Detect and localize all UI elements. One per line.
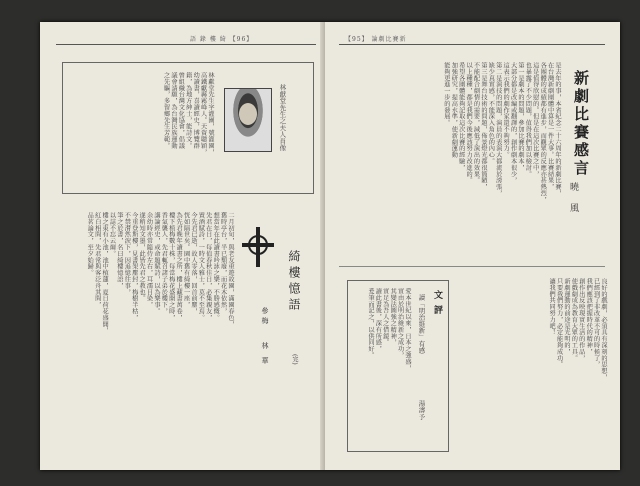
text-column: 只要我們努力，必定能夠成功。 xyxy=(555,278,563,368)
text-column: 香氣襲人，先君輒召諸子弟於樓下， xyxy=(160,212,168,315)
text-column: 為先君晚年讀書之所，樓上藏書萬卷， xyxy=(175,212,183,321)
text-column: 讀此書後，深有所感， xyxy=(374,288,382,352)
text-column: 以上種種，都是我們今後應該努力改進的。 xyxy=(465,62,473,184)
text-column: 良好的戲劇，必須具有深刻的思想， xyxy=(600,278,607,381)
text-column: 創作出反映現實生活的作品， xyxy=(577,278,585,362)
author-name: 曉風 xyxy=(568,182,578,224)
text-column: 高鐵獻縣霧峰人。天資聰穎， xyxy=(199,72,207,156)
article-title: 綺樓憶語 xyxy=(287,250,301,314)
text-column: 想當年在此讀書吟詠之樂，不勝感慨。 xyxy=(212,212,220,321)
header-rule xyxy=(56,44,316,45)
article-title-suffix: (完) xyxy=(291,354,298,365)
text-column: 能夠更進一步的發展。 xyxy=(442,62,450,126)
review-title: 文評 xyxy=(432,290,442,320)
text-column: 這是值得欣慰的。但是在這次比賽之中， xyxy=(531,62,539,178)
portrait-photo xyxy=(224,88,272,152)
text-column: 樓下植梅數十株，每當梅花盛開之時， xyxy=(167,212,175,321)
text-column: 大部分都是改編或翻譯的，創作劇本很少， xyxy=(509,62,517,184)
review-author: 湯濤予 xyxy=(417,400,426,420)
text-column: 籍，為地方紳士，能詩文。 xyxy=(184,72,192,149)
text-column: 使戲劇成為教育大眾的工具。 xyxy=(570,278,578,362)
review-subtitle: 讀「明治維新」有感 xyxy=(417,294,426,354)
article-body-right xyxy=(343,62,561,257)
right-page xyxy=(325,22,620,470)
decorative-emblem-icon xyxy=(238,227,278,267)
book-spread xyxy=(40,22,620,470)
text-column: 其變法圖強之精神， xyxy=(389,288,397,346)
text-column: 在台灣新劇團體中算是一件大事。比賽結果， xyxy=(546,62,554,190)
text-column: 新劇運動的前途是光明的， xyxy=(562,278,570,355)
text-column: 今重登斯樓，見書架塵封，梅樹半枯， xyxy=(130,212,138,321)
text-column: 不能配合劇情的需要，減低了演出的效果。 xyxy=(472,62,480,184)
text-column: 第三是舞台技術的問題，佈景燈光都很簡陋， xyxy=(479,62,487,190)
text-column: 各團體的成績都有進步，而觀眾的反應亦甚熱烈， xyxy=(539,62,547,203)
author-prefix: 參梅 xyxy=(261,307,269,327)
text-column: 講論經史，或命題賦詩，以為樂事。 xyxy=(152,212,160,315)
text-column: 我們應該把握時代的精神， xyxy=(585,278,593,355)
portrait-caption: 林獻堂先生之夫人肖像 xyxy=(278,84,287,151)
text-column: 遂稍知文墨，此皆先君之教也。 xyxy=(138,212,146,302)
text-column: 樓之東有小池，池中植蓮，夏日荷花盛開， xyxy=(101,212,109,334)
article-body-left xyxy=(56,212,234,462)
text-column: 余幼時亦常隨侍左右，耳濡目染， xyxy=(145,212,153,308)
text-column: 第一是劇本的問題，參加比賽的劇本， xyxy=(516,62,524,171)
text-column: 林獻堂先生字灌園，號灌園， xyxy=(207,72,214,156)
page-header-left: 語 錄 樓 綺 【96】 xyxy=(190,36,254,43)
left-page xyxy=(40,22,325,470)
author-name: 林華 xyxy=(261,342,269,372)
review-body xyxy=(353,288,411,444)
text-column: 恍如隔世矣。園中舊有綺樓一座， xyxy=(182,212,190,308)
text-column: 是去年的事，本省紀念二十六周年的新劇比賽， xyxy=(554,62,561,197)
text-column: 筆之於書，名曰綺樓憶語， xyxy=(115,212,123,289)
text-column: 爰筆而記之，以供同好。 xyxy=(366,288,374,359)
text-column: 議會請願，為台灣民族運動 xyxy=(169,72,177,149)
text-column: 第二是演技的問題，演員的表演大都流於誇張， xyxy=(494,62,502,197)
text-column: 愛本世紀以來，日本之強盛， xyxy=(404,288,411,372)
text-column: 之先驅，多留鄉先生芳範。 xyxy=(162,72,170,149)
text-column: 品茗論文，至夕始歸。 xyxy=(86,212,94,276)
text-column: 加強研究，提高水準，使新劇運動 xyxy=(450,62,458,158)
text-column: 實足為吾人之借鏡。 xyxy=(381,288,389,346)
text-column: 曾組織台灣文化協會，倡議 xyxy=(177,72,185,149)
text-column: 先君在日，每值春秋佳日，必集親友， xyxy=(204,212,212,321)
text-column: 希望各團體能夠記取這次比賽的經驗， xyxy=(457,62,465,171)
header-rule xyxy=(339,44,605,45)
text-column: 舊時亭台，半已頹廢，而花木依然， xyxy=(219,212,227,315)
section-divider xyxy=(339,266,605,267)
text-column: 以誌不忘云爾。 xyxy=(108,212,116,257)
portrait-description xyxy=(74,72,214,184)
text-column: 今先君已逝，故人零落，回首前塵， xyxy=(189,212,197,315)
article-title: 新劇比賽感言 xyxy=(572,70,590,178)
text-column: 缺少真實感，不能深入角色的內心。 xyxy=(487,62,495,165)
text-column: 也暴露了不少問題，值得我們加以檢討。 xyxy=(524,62,532,178)
text-column: 幼讀書，喜讀經史，博覽群 xyxy=(192,72,200,149)
text-column: 已經到了非改革不可的時候了， xyxy=(592,278,600,368)
text-column: 讓我們共同努力吧！ xyxy=(548,278,556,336)
portrait-face xyxy=(239,103,257,125)
text-column: 置酒賦詩，一時文人雅士，莫不至焉。 xyxy=(197,212,205,321)
text-column: 實由於明治維新之成功， xyxy=(396,288,404,359)
text-column: 不禁潸然淚下，因追憶往事， xyxy=(123,212,131,296)
text-column: 紅白相間，先君常與客泛舟其間， xyxy=(93,212,101,308)
text-column: 二月初旬，與老友重遊故園，滿園春色， xyxy=(227,212,234,328)
page-header-right: 【95】 論劇比賽新 xyxy=(345,36,407,43)
article-body-continued xyxy=(459,278,607,453)
text-column: 這表示我們的劇作家還不夠努力。 xyxy=(502,62,510,158)
